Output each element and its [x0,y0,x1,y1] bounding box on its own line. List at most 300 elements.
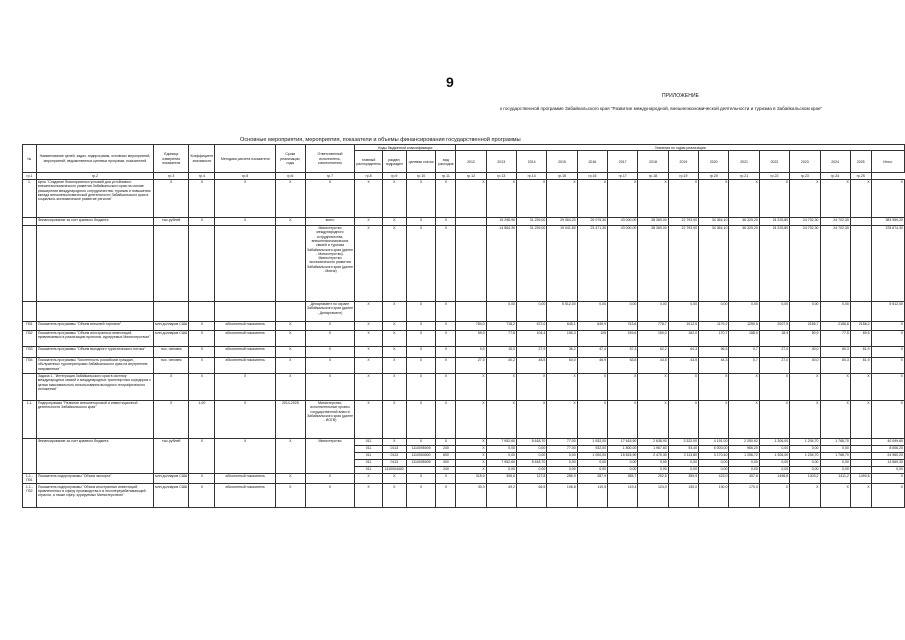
row-value: Х [871,373,904,400]
row-number [23,438,37,473]
table-row [23,484,905,508]
row-coef: Х [189,473,215,484]
row-value: 1012,5 [668,321,698,330]
row-value: Х [820,373,850,400]
row-value: Х [486,373,516,400]
row-value: Х [456,445,486,452]
row-number: П04 [23,357,37,373]
header-year: 2015 [547,151,577,173]
row-method: Х [215,438,276,473]
row-name: Показатель подпрограммы "Объем экспорта" [36,473,153,484]
row-value: 27,0 [759,346,789,357]
row-value: Х [516,179,546,217]
row-unit: тыс.рублей [154,438,189,473]
column-number: гр.5 [215,173,276,179]
row-method: абсолютный показатель [215,321,276,330]
row-value: 46 325,20 [729,217,759,225]
row-gr: Х [355,473,383,484]
row-period: Х [275,438,305,473]
table-title: Основные мероприятия, мероприятия, показатели и объемы финансирования государственной программы [240,137,521,143]
row-value: Х [850,179,871,217]
row-value: 5 512,00 [547,301,577,321]
row-vr: Х [436,346,456,357]
row-razdel: Х [382,330,406,346]
column-number: гр.15 [547,173,577,179]
header-year: 2021 [729,151,759,173]
row-value: 24 702,30 [820,217,850,225]
row-period [275,225,305,301]
row-unit: Х [154,400,189,438]
row-value: 2 113,80 [668,452,698,459]
row-value: 24 702,30 [790,225,820,301]
row-value: 27,9 [516,346,546,357]
row-value: 0,00 [699,466,729,473]
row-value: 7 952,60 [486,438,516,445]
row-value: 22 793,90 [668,217,698,225]
row-value: Х [729,179,759,217]
row-razdel: Х [382,217,406,225]
row-method: Х [215,217,276,225]
row-gr: Х [355,217,383,225]
row-unit: Х [154,373,189,400]
row-value: 0,00 [608,301,638,321]
row-value: 0,00 [486,301,516,321]
row-value: 43 000,00 [608,225,638,301]
column-number: гр.23 [790,173,820,179]
column-number: гр.20 [699,173,729,179]
row-value: Х [577,373,607,400]
row-number [23,373,37,400]
row-value: 170,0 [729,484,759,508]
row-value [456,217,486,225]
row-value: 127,8 [516,473,546,484]
row-responsible: Х [305,321,355,330]
row-value: 8 606,20 [871,445,904,452]
row-coef [189,301,215,321]
header-razdel: раздел, подраздел [382,151,406,173]
row-razdel: Х [382,357,406,373]
header-year: 2014 [516,151,546,173]
row-cs: Х [406,438,436,445]
row-value: 0,00 [759,459,789,466]
column-number: гр.14 [516,173,546,179]
row-value: Х [820,400,850,438]
row-number: 1.1. [23,400,37,438]
column-number: гр.10 [406,173,436,179]
row-value: 1 306,00 [759,438,789,445]
row-value: 966,20 [729,445,759,452]
row-value: Х [871,473,904,484]
row-vr: Х [436,357,456,373]
row-value: 0,00 [638,459,668,466]
row-unit: тыс.рублей [154,217,189,225]
row-name: Показатель программы "Объем въездного туристического потока" [36,346,153,357]
row-value: Х [759,484,789,508]
row-value: 0,00 [547,459,577,466]
row-razdel: Х [382,346,406,357]
header-year: 2024 [820,151,850,173]
row-value: 104,4 [516,330,546,346]
row-period: Х [275,346,305,357]
row-value: Х [871,357,904,373]
row-value: 130,0 [699,484,729,508]
header-year: 2013 [486,151,516,173]
row-value: 5 618,70 [516,438,546,445]
row-razdel: 1110004400 [382,466,406,473]
row-value: 40,0 [790,346,820,357]
row-value: 24 225,80 [759,217,789,225]
header-year: 2020 [699,151,729,173]
row-coef: Х [189,346,215,357]
row-method: Х [215,400,276,438]
row-value: 38 369,00 [638,217,668,225]
row-value: 0,00 [729,459,759,466]
header-cs: целевая статья [406,151,436,173]
row-value: 93,40 [668,445,698,452]
row-value: 27,0 [456,357,486,373]
header-year: 2022 [759,151,789,173]
row-cs: Х [406,330,436,346]
column-number: гр.18 [638,173,668,179]
row-method [215,225,276,301]
row-value: 14 564,30 [486,225,516,301]
row-value: Х [759,373,789,400]
row-value: Х [456,452,486,459]
page-number: 9 [446,74,454,90]
row-value: 0,00 [577,459,607,466]
row-value: 3 170,40 [699,452,729,459]
row-value: 43 000,00 [608,217,638,225]
row-razdel: Х [382,321,406,330]
row-value: 457,6 [729,473,759,484]
table-row [23,357,905,373]
row-value: 36,2 [547,346,577,357]
row-value: 150,0 [638,330,668,346]
row-value: 1250,5 [729,321,759,330]
row-value: Х [486,179,516,217]
table-row [23,225,905,301]
row-value: 29 075,30 [577,217,607,225]
row-vr: Х [436,373,456,400]
row-value: 43,5 [668,357,698,373]
row-value: 1403,2 [790,473,820,484]
header-vr: вид расходов [436,151,456,173]
row-value: 162,0 [668,330,698,346]
column-number: гр.12 [456,173,486,179]
row-method: абсолютный показатель [215,473,276,484]
row-value: 34 364,10 [699,225,729,301]
row-value: 50,9 [790,330,820,346]
row-coef: 1,00 [189,400,215,438]
row-value: 0,00 [820,466,850,473]
row-value: 287,9 [577,473,607,484]
row-coef: Х [189,321,215,330]
row-number [23,217,37,225]
row-value: 62,2 [638,346,668,357]
row-cs: Х [406,217,436,225]
row-value: 0,00 [547,452,577,459]
row-responsible: Департамент по охране Забайкальского края (далее - Департамент) [305,301,355,321]
row-value: 61,9 [850,357,871,373]
table-row [23,400,905,438]
row-coef: Х [189,438,215,473]
table-row [23,179,905,217]
row-value: 0,00 [668,301,698,321]
row-value [850,225,871,301]
row-razdel: Х [382,373,406,400]
row-value: Х [608,400,638,438]
row-cs: Х [406,225,436,301]
row-value: 0,00 [486,452,516,459]
row-value: 0,00 [577,301,607,321]
row-value: 0,7 [729,357,759,373]
row-value: 0,00 [871,466,904,473]
row-responsible: Х [305,346,355,357]
row-value: 1 768,70 [820,452,850,459]
row-gr: Х [355,346,383,357]
row-responsible: Министерство; исполнительные органы государственной власти Забайкальского края (далее - ИОГВ) [305,400,355,438]
row-responsible: Х [305,484,355,508]
row-value: 188,0 [729,330,759,346]
row-vr: 600 [436,452,456,459]
row-unit [154,301,189,321]
row-number: 1.1.-П02 [23,484,37,508]
row-cs: Х [406,301,436,321]
row-value: 2 250,92 [729,438,759,445]
row-value: 292,5 [638,473,668,484]
row-responsible: всего [305,217,355,225]
row-value: Х [456,179,486,217]
column-number: гр.17 [608,173,638,179]
row-value: Х [608,373,638,400]
row-vr: 240 [436,445,456,452]
row-value: 15 298,90 [486,217,516,225]
row-value: Х [456,400,486,438]
row-gr: Х [355,357,383,373]
row-value: 378 674,30 [871,225,904,301]
row-cs: Х [406,179,436,217]
row-value: 383 959,20 [871,217,904,225]
row-value: Х [729,400,759,438]
row-value: 19 041,80 [547,225,577,301]
header-budget-codes: Коды бюджетной классификации [355,145,456,151]
row-razdel: Х [382,473,406,484]
row-razdel: Х [382,438,406,445]
row-cs: 1110095005 [406,459,436,466]
row-name [36,225,153,301]
row-value: 66,5 [516,484,546,508]
row-method: абсолютный показатель [215,330,276,346]
row-vr: Х [436,473,456,484]
row-name: Показатель программы "Численность российских граждан, обслуженных туроператорами Забайкальского края на внутреннем направлении" [36,357,153,373]
row-unit: млн долларов США [154,321,189,330]
row-value: 0,00 [699,301,729,321]
row-value: 649,9 [577,321,607,330]
row-method: абсолютный показатель [215,357,276,373]
row-value: 1 932,00 [577,438,607,445]
row-coef [189,225,215,301]
row-razdel: Х [382,179,406,217]
header-name: Наименование целей, задач, подпрограмм, основных мероприятий, мероприятий, ведомственных целевых программ, показателей [36,145,153,173]
row-value: 0,00 [820,301,850,321]
row-value: Х [456,373,486,400]
row-gr: Х [355,373,383,400]
column-number: гр.9 [382,173,406,179]
row-value: 48,5 [516,357,546,373]
row-gr: 011 [355,438,383,445]
row-value [456,301,486,321]
row-value: 645,1 [547,321,577,330]
column-number: гр.13 [486,173,516,179]
row-gr: Х [355,301,383,321]
row-value: 0,00 [790,459,820,466]
row-name: Показатель подпрограммы "Объем иностранных инвестиций, привлеченных в сферу производства и в лесоперерабатывающей отрасли, а также сфер, курируемых Министерством" [36,484,153,508]
row-value: Х [820,179,850,217]
row-responsible: Х [305,330,355,346]
row-value: Х [871,321,904,330]
row-value: 60,3 [820,357,850,373]
header-gr: главный распорядитель [355,151,383,173]
row-value: 7 952,60 [486,459,516,466]
row-number: П01 [23,321,37,330]
row-value: Х [871,400,904,438]
row-value: Х [608,179,638,217]
row-value: 0,00 [608,466,638,473]
row-value: 2156,2 [850,321,871,330]
row-coef: Х [189,179,215,217]
row-value: Х [456,466,486,473]
row-value: 106,8 [547,484,577,508]
row-value: 2156,7 [790,321,820,330]
row-value: 4 191,00 [699,438,729,445]
header-year: 2025 [850,151,871,173]
row-method: Х [215,179,276,217]
row-value: Х [456,438,486,445]
row-coef: Х [189,373,215,400]
row-value: 1179,2 [699,321,729,330]
row-value: 96,5 [699,346,729,357]
column-number: гр.25 [850,173,871,179]
row-gr: Х [355,321,383,330]
row-value: Х [668,373,698,400]
row-vr: 300 [436,459,456,466]
program-table [22,144,905,508]
column-number: гр.24 [820,173,850,179]
row-value: 1 204,70 [790,438,820,445]
row-value: Х [790,373,820,400]
row-vr: Х [436,217,456,225]
row-gr: Х [355,179,383,217]
row-value: Х [850,400,871,438]
row-value: 0,00 [729,466,759,473]
row-vr: Х [436,400,456,438]
header-coef: Коэффициент значимости [189,145,215,173]
row-value: 1 000,00 [577,452,607,459]
row-value: 40,0 [790,357,820,373]
column-number: гр.7 [305,173,355,179]
row-value: 63,5 [608,357,638,373]
row-gr: Х [355,225,383,301]
header-year: 2012 [456,151,486,173]
row-value: 23 471,30 [577,225,607,301]
row-unit: млн долларов США [154,473,189,484]
row-value [850,466,871,473]
row-value: 119,4 [608,484,638,508]
row-period: 2014-2025 [275,400,305,438]
row-period: Х [275,179,305,217]
header-year: 2016 [577,151,607,173]
row-value: 38 369,00 [638,225,668,301]
row-value: 359,9 [668,473,698,484]
row-value: 1 800,00 [608,445,638,452]
row-value: 13 569,30 [871,459,904,466]
row-value: 44,3 [699,357,729,373]
row-value: 43,5 [638,357,668,373]
row-value: 784,0 [456,321,486,330]
row-value: Х [820,484,850,508]
row-value: Х [638,400,668,438]
row-value: 0,00 [729,301,759,321]
row-value: 1 306,00 [759,452,789,459]
row-gr: 011 [355,452,383,459]
row-value: 0,00 [759,301,789,321]
row-razdel: Х [382,225,406,301]
row-value: 77,5 [820,330,850,346]
row-number: П02 [23,330,37,346]
row-value: 124,0 [638,484,668,508]
row-value: 0,00 [547,466,577,473]
column-number: гр.22 [759,173,789,179]
row-value: 1 768,70 [820,438,850,445]
row-value: 17 615,90 [608,438,638,445]
header-year-values: Значения по годам реализации [456,145,905,151]
row-period: Х [275,330,305,346]
row-value: 47,4 [577,346,607,357]
header-period: Сроки реализации, годы [275,145,305,173]
row-method: Х [215,373,276,400]
row-number [23,225,37,301]
row-value: Х [871,179,904,217]
row-value: Х [871,484,904,508]
row-value: Х [759,400,789,438]
row-cs [406,466,436,473]
header-responsible: Ответственный исполнитель, соисполнитель [305,145,355,173]
row-period: Х [275,484,305,508]
row-value: Х [699,373,729,400]
row-value: Х [547,400,577,438]
row-value: 64,3 [668,346,698,357]
header-no: № [23,145,37,173]
row-value: 0,00 [608,459,638,466]
row-value: 306,6 [486,473,516,484]
row-value: 2007,5 [759,321,789,330]
row-value: 110,5 [577,484,607,508]
row-value: 6 000,00 [699,445,729,452]
row-gr: 011 [355,459,383,466]
row-value: 130,0 [668,484,698,508]
row-value: 77,00 [547,438,577,445]
row-value: 423,0 [699,473,729,484]
row-vr: Х [436,321,456,330]
row-vr: Х [436,484,456,508]
row-value: 0,00 [790,301,820,321]
column-number: гр.8 [355,173,383,179]
row-value: 59,0 [456,330,486,346]
header-year: 2017 [608,151,638,173]
row-value: Х [850,373,871,400]
row-name: Финансирование за счет краевого бюджета [36,217,153,225]
row-gr: Х [355,484,383,508]
